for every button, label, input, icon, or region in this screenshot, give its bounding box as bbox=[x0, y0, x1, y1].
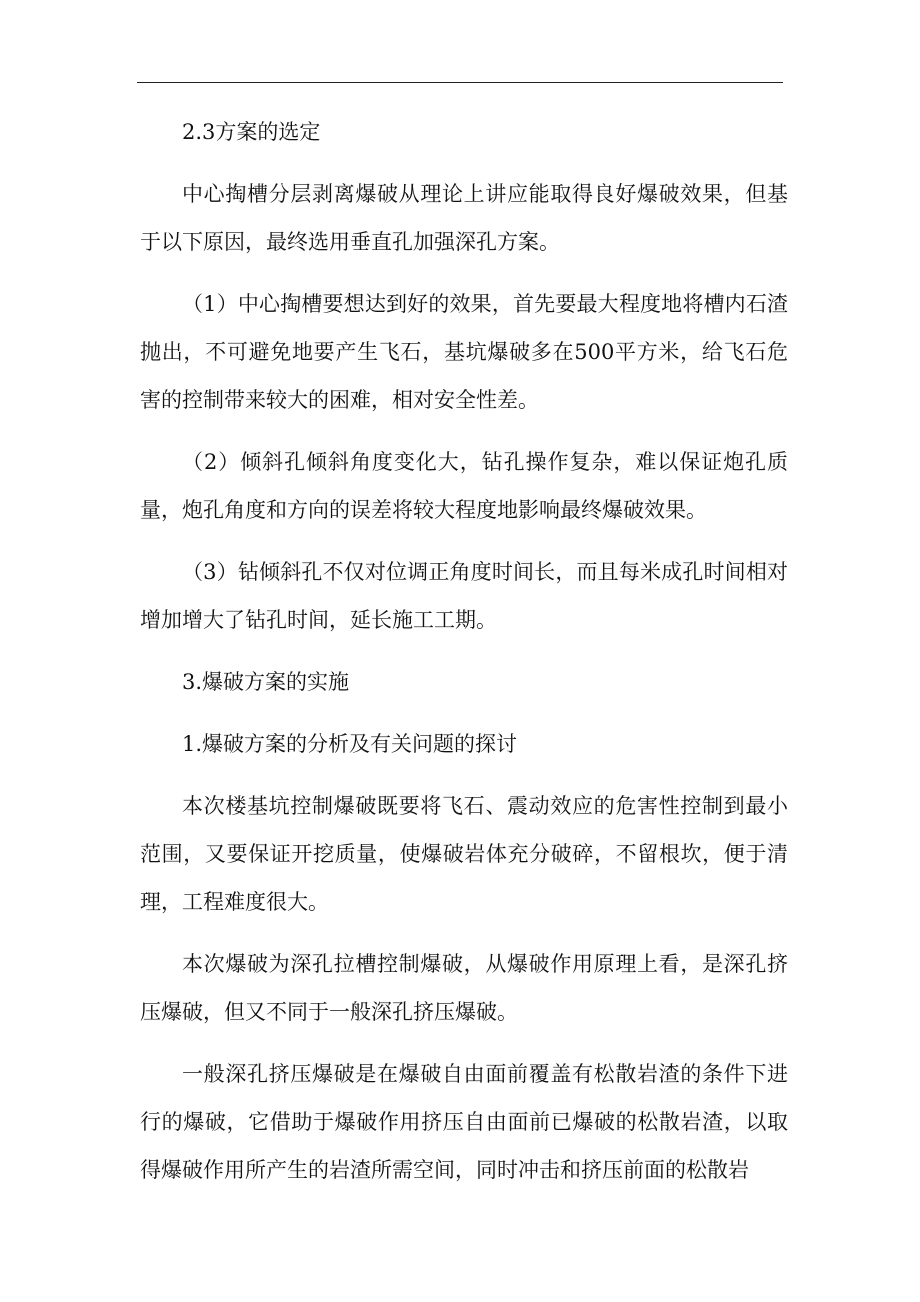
paragraph-reason-3: （3）钻倾斜孔不仅对位调正角度时间长，而且每米成孔时间相对增加增大了钻孔时间，延长施工工期。 bbox=[140, 560, 788, 632]
header-rule bbox=[137, 82, 783, 83]
paragraph-analysis-1: 本次楼基坑控制爆破既要将飞石、震动效应的危害性控制到最小范围，又要保证开挖质量，使爆破岩体充分破碎，不留根坎，便于清理，工程难度很大。 bbox=[140, 794, 788, 914]
paragraph-analysis-2: 本次爆破为深孔拉槽控制爆破，从爆破作用原理上看，是深孔挤压爆破，但又不同于一般深孔挤压爆破。 bbox=[140, 952, 788, 1024]
paragraph-intro: 中心掏槽分层剥离爆破从理论上讲应能取得良好爆破效果，但基于以下原因，最终选用垂直孔加强深孔方案。 bbox=[140, 182, 788, 254]
paragraph-reason-2: （2）倾斜孔倾斜角度变化大，钻孔操作复杂，难以保证炮孔质量，炮孔角度和方向的误差将较大程度地影响最终爆破效果。 bbox=[140, 450, 788, 522]
paragraph-reason-1: （1）中心掏槽要想达到好的效果，首先要最大程度地将槽内石渣抛出，不可避免地要产生飞石，基坑爆破多在500平方米，给飞石危害的控制带来较大的困难，相对安全性差。 bbox=[140, 292, 788, 412]
section-2-3-heading: 2.3方案的选定 bbox=[182, 120, 321, 144]
section-3-heading: 3.爆破方案的实施 bbox=[182, 670, 350, 694]
subsection-1-heading: 1.爆破方案的分析及有关问题的探讨 bbox=[182, 732, 518, 756]
paragraph-analysis-3: 一般深孔挤压爆破是在爆破自由面前覆盖有松散岩渣的条件下进行的爆破，它借助于爆破作用挤压自由面前已爆破的松散岩渣，以取得爆破作用所产生的岩渣所需空间，同时冲击和挤压前面的松散岩 bbox=[140, 1062, 788, 1182]
document-body bbox=[140, 108, 788, 1208]
